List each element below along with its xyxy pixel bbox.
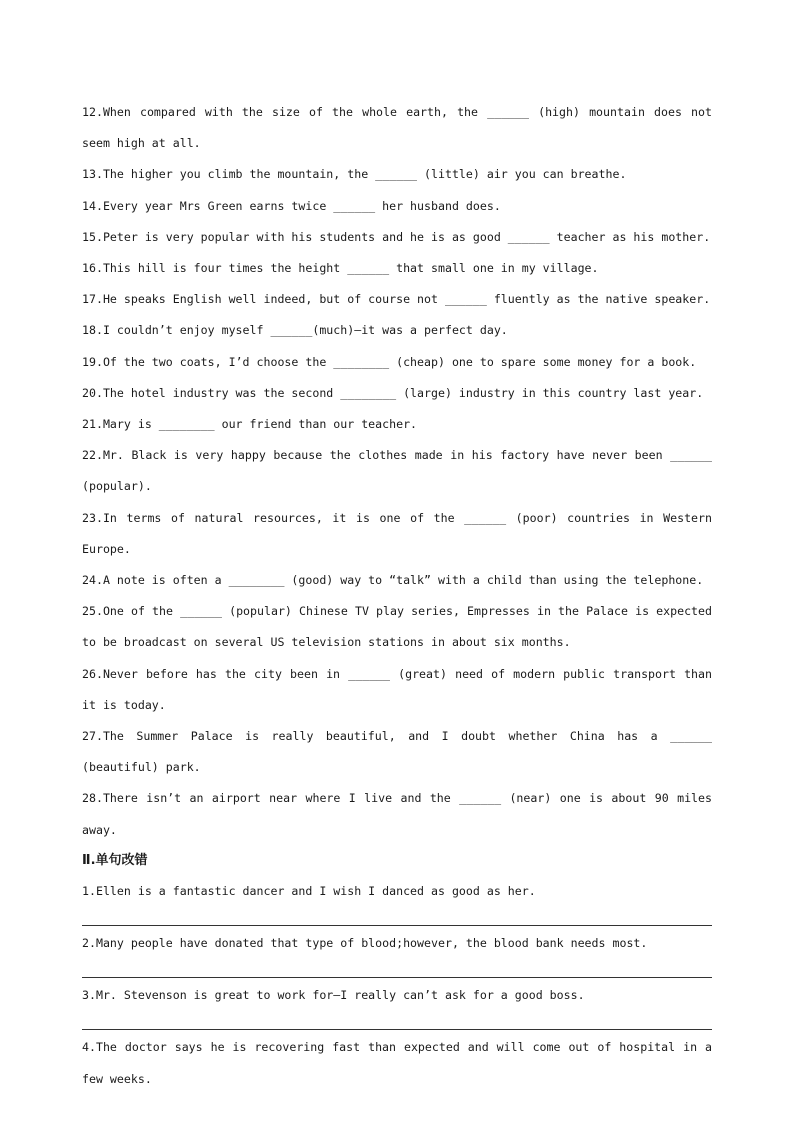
fill-in-questions — [82, 97, 712, 846]
question-13: 13.The higher you climb the mountain, the ______ (little) air you can breathe. — [82, 167, 627, 182]
question-27: 27.The Summer Palace is really beautiful, and I doubt whether China has a ______ (beautiful) park. — [82, 729, 712, 775]
correction-question-4: 4.The doctor says he is recovering fast than expected and will come out of hospital in a few weeks. — [82, 1040, 712, 1086]
question-24: 24.A note is often a ________ (good) way to “talk” with a child than using the telephone. — [82, 573, 704, 588]
question-21: 21.Mary is ________ our friend than our teacher. — [82, 417, 418, 432]
answer-line-2[interactable] — [82, 959, 712, 978]
question-23: 23.In terms of natural resources, it is one of the ______ (poor) countries in Western Europe. — [82, 510, 712, 556]
question-18: 18.I couldn’t enjoy myself ______(much)—it was a perfect day. — [82, 323, 508, 338]
question-22: 22.Mr. Black is very happy because the clothes made in his factory have never been ______ (popular). — [82, 448, 712, 494]
correction-questions — [82, 876, 712, 1095]
document-body — [82, 97, 712, 1095]
question-20: 20.The hotel industry was the second ________ (large) industry in this country last year. — [82, 385, 704, 400]
correction-question-2: 2.Many people have donated that type of blood;however, the blood bank needs most. — [82, 936, 648, 951]
question-26: 26.Never before has the city been in ______ (great) need of modern public transport than it is today. — [82, 666, 712, 712]
correction-question-1: 1.Ellen is a fantastic dancer and I wish I danced as good as her. — [82, 883, 536, 898]
answer-line-3[interactable] — [82, 1011, 712, 1030]
question-17: 17.He speaks English well indeed, but of course not ______ fluently as the native speaker. — [82, 292, 711, 307]
section-heading: Ⅱ.单句改错 — [82, 852, 148, 868]
correction-question-3: 3.Mr. Stevenson is great to work for—I really can’t ask for a good boss. — [82, 988, 585, 1003]
answer-line-1[interactable] — [82, 907, 712, 926]
question-14: 14.Every year Mrs Green earns twice ______ her husband does. — [82, 198, 501, 213]
question-16: 16.This hill is four times the height ______ that small one in my village. — [82, 261, 599, 276]
question-25: 25.One of the ______ (popular) Chinese TV play series, Empresses in the Palace is expected to be broadcast on several US television stations in about six months. — [82, 604, 712, 650]
question-12: 12.When compared with the size of the whole earth, the ______ (high) mountain does not seem high at all. — [82, 105, 712, 151]
question-19: 19.Of the two coats, I’d choose the ________ (cheap) one to spare some money for a book. — [82, 354, 697, 369]
question-15: 15.Peter is very popular with his students and he is as good ______ teacher as his mother. — [82, 229, 711, 244]
question-28: 28.There isn’t an airport near where I live and the ______ (near) one is about 90 miles away. — [82, 791, 712, 837]
